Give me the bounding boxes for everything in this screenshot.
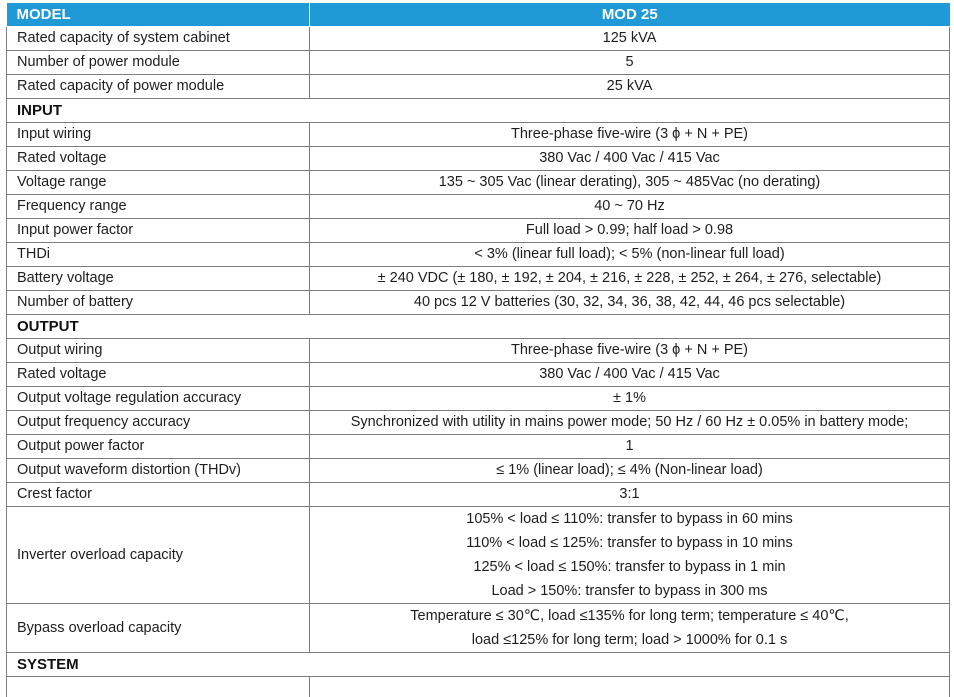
section-title: OUTPUT [7, 315, 950, 339]
row-value-multiline [310, 507, 950, 604]
row-label-empty [7, 677, 310, 697]
row-label: Output waveform distortion (THDv) [7, 459, 310, 483]
row-value: 3:1 [310, 483, 950, 507]
spec-table [6, 3, 950, 697]
row-value: 380 Vac / 400 Vac / 415 Vac [310, 147, 950, 171]
table-row [7, 195, 950, 219]
table-row [7, 411, 950, 435]
value-line: load ≤125% for long term; load > 1000% for 0.1 s [310, 628, 949, 652]
row-value: Three-phase five-wire (3 ϕ + N + PE) [310, 339, 950, 363]
row-value: ± 1% [310, 387, 950, 411]
table-row [7, 27, 950, 51]
row-label: Input wiring [7, 123, 310, 147]
row-value-multiline [310, 604, 950, 653]
section-header-input [7, 99, 950, 123]
model-header-label: MODEL [7, 3, 310, 27]
row-value: Full load > 0.99; half load > 0.98 [310, 219, 950, 243]
table-row [7, 267, 950, 291]
table-row [7, 219, 950, 243]
table-row [7, 339, 950, 363]
row-label: Output power factor [7, 435, 310, 459]
row-value: 125 kVA [310, 27, 950, 51]
value-line: 125% < load ≤ 150%: transfer to bypass in 1 min [310, 555, 949, 579]
row-label: Rated capacity of system cabinet [7, 27, 310, 51]
section-header-output [7, 315, 950, 339]
row-label: Output voltage regulation accuracy [7, 387, 310, 411]
model-header-value: MOD 25 [310, 3, 950, 27]
row-value: < 3% (linear full load); < 5% (non-linear full load) [310, 243, 950, 267]
row-label: Number of battery [7, 291, 310, 315]
table-row [7, 291, 950, 315]
section-header-system [7, 653, 950, 677]
table-row [7, 171, 950, 195]
table-header-row [7, 3, 950, 27]
row-label: Rated voltage [7, 147, 310, 171]
row-label: Input power factor [7, 219, 310, 243]
row-value: 40 pcs 12 V batteries (30, 32, 34, 36, 38, 42, 44, 46 pcs selectable) [310, 291, 950, 315]
row-label: THDi [7, 243, 310, 267]
row-value: ± 240 VDC (± 180, ± 192, ± 204, ± 216, ± 228, ± 252, ± 264, ± 276, selectable) [310, 267, 950, 291]
row-value: ≤ 1% (linear load); ≤ 4% (Non-linear load) [310, 459, 950, 483]
row-label: Voltage range [7, 171, 310, 195]
row-value: 1 [310, 435, 950, 459]
row-value: Synchronized with utility in mains power mode; 50 Hz / 60 Hz ± 0.05% in battery mode; [310, 411, 950, 435]
row-value: 5 [310, 51, 950, 75]
table-row [7, 75, 950, 99]
section-title: INPUT [7, 99, 950, 123]
section-title: SYSTEM [7, 653, 950, 677]
table-row [7, 51, 950, 75]
row-label: Rated capacity of power module [7, 75, 310, 99]
table-row [7, 123, 950, 147]
table-row-bypass-overload [7, 604, 950, 653]
row-value: 40 ~ 70 Hz [310, 195, 950, 219]
row-value: 25 kVA [310, 75, 950, 99]
row-label: Bypass overload capacity [7, 604, 310, 653]
value-line: 110% < load ≤ 125%: transfer to bypass in 10 mins [310, 531, 949, 555]
table-row [7, 147, 950, 171]
row-value-empty [310, 677, 950, 697]
row-label: Frequency range [7, 195, 310, 219]
value-line: Temperature ≤ 30℃, load ≤135% for long term; temperature ≤ 40℃, [310, 604, 949, 628]
row-label: Output wiring [7, 339, 310, 363]
table-row [7, 387, 950, 411]
table-row [7, 435, 950, 459]
value-line: 105% < load ≤ 110%: transfer to bypass in 60 mins [310, 507, 949, 531]
row-label: Number of power module [7, 51, 310, 75]
row-label: Output frequency accuracy [7, 411, 310, 435]
row-label: Battery voltage [7, 267, 310, 291]
table-row [7, 363, 950, 387]
table-row [7, 243, 950, 267]
row-label: Inverter overload capacity [7, 507, 310, 604]
row-value: 135 ~ 305 Vac (linear derating), 305 ~ 485Vac (no derating) [310, 171, 950, 195]
row-label: Rated voltage [7, 363, 310, 387]
table-row-inverter-overload [7, 507, 950, 604]
table-row [7, 459, 950, 483]
row-label: Crest factor [7, 483, 310, 507]
value-line: Load > 150%: transfer to bypass in 300 ms [310, 579, 949, 603]
row-value: 380 Vac / 400 Vac / 415 Vac [310, 363, 950, 387]
table-row [7, 677, 950, 697]
table-row [7, 483, 950, 507]
row-value: Three-phase five-wire (3 ϕ + N + PE) [310, 123, 950, 147]
